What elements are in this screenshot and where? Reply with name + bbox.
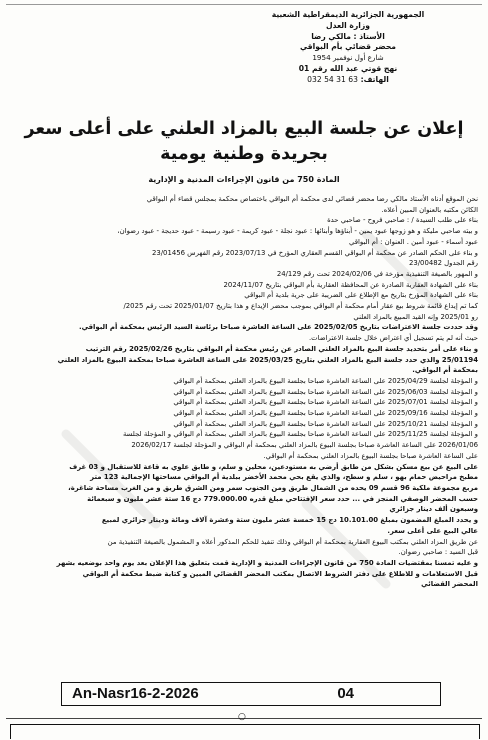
header-street: شارع أول نوفمبر 1954 <box>312 53 384 63</box>
header-phone <box>228 75 468 86</box>
body-line: و بناء على أمر بتحديد جلسة البيع بالمزاد العلني الصادر عن رئيس محكمة أم البواقي بتاريخ 2025/02/26 رقم الترتيب <box>85 344 478 353</box>
signature-label: المحضر القضائي <box>421 580 478 589</box>
body-line: و المؤجلة لجلسة 2025/11/25 على الساعة العاشرة صباحا بجلسة البيوع بالمزاد العلني بمحكمة أم البواقي و المؤجلة لجلسة <box>122 430 478 439</box>
title-line-1: إعلان عن جلسة البيع بالمزاد العلني على أعلى سعر <box>24 119 464 139</box>
body-line: و المؤجلة لجلسة 2025/09/16 على الساعة العاشرة صباحا بجلسة البيوع بالمزاد العلني بمحكمة أم البواقي <box>173 409 478 418</box>
body-line: رو 2025/01 وإنه القيد المبيع بالمزاد العلني <box>353 312 478 321</box>
body-line: كما تم إيداع قائمة شروط بيع عقار أمام محكمة أم البواقي بموجب محضر الإيداع و هذا بتاريخ 2025/01/07 تحت رقم 2025/ <box>123 302 478 311</box>
announcement-body <box>12 194 478 590</box>
body-line: قبل السيد : صاحبي رضوان. <box>398 548 478 557</box>
body-line: على البيع عن بيع مسكن بشكل من طابق أرضي به مستودعين، محلين و سلم، و طابق علوي به قاعة للاستقبال و 03 غرف <box>69 462 478 471</box>
header-ministry: وزارة العدل <box>326 20 370 30</box>
body-line: رقم الجدول 23/00482 <box>408 259 478 268</box>
body-line: بمحكمة أم البواقي. <box>412 366 478 375</box>
body-line: وسبعون ألف دينار جزائري <box>389 505 478 514</box>
body-line: و بناء على الحكم الصادر عن محكمة أم البواقي القسم العقاري المؤرخ في 2023/07/13 رقم الفهرس 23/01456 <box>151 248 478 257</box>
body-line: و المؤجلة لجلسة 2025/07/01 على الساعة العاشرة صباحا بجلسة البيوع بالمزاد العلني بمحكمة أم البواقي <box>173 398 478 407</box>
header-bailiff-name: الأستاذ : مالكي رضا <box>311 31 385 41</box>
header-phone-value: 032 54 31 63 <box>307 74 358 84</box>
body-line: مربع مجموعة ملكية 96 قسم 09 يحده من الشمال طريق ومن الجنوب سمر ومن الشرق طريق و من الغرب مساحة شاغرة، <box>68 483 478 492</box>
page-number: 04 <box>337 685 354 702</box>
announcement-title <box>6 117 482 167</box>
body-line: مطبخ مراحيض حمام بهو ، سلم و سطح، والذي يقع بحي محمد الأخضر ببلدية أم البواقي مساحتها الإجمالية 123 متر <box>90 473 478 482</box>
newspaper-page <box>6 4 482 736</box>
body-line: نحن الموقع أدناه الأستاذ مالكي رضا محضر قضائي لدى محكمة أم البواقي باختصاص محكمة بمجلس قضاء أم البواقي <box>146 195 478 203</box>
body-line: بناء على الشهادة المؤرخ بتاريخ مع الإطلاع على الضريبة على جرية بلدية أم البواقي <box>244 291 478 300</box>
body-line: على الساعة العاشرة صباحا بجلسة البيوع بالمزاد العلني بمحكمة أم البواقي. <box>263 451 478 460</box>
body-line: و بيته صاحبي مليكة و هو زوجها عبود يمين - أبناؤها وأبنائها : عبود نجلة - عبود كريمة - عبود رسيمة - عبود حديجة - عبود رضوان، <box>117 227 478 236</box>
body-line: عن طريق المزاد العلني بمكتب البيوع العقارية بمحكمة أم البواقي وذلك تنفيذ للحكم المذكور أعلاه و المشمول بالصيغة التنفيذية من <box>107 537 478 546</box>
body-line: 25/01194 والذي حدد جلسة البيع بالمزاد العلني بتاريخ 2025/03/25 على الساعة العاشرة صباحا بمحكمة البيوع بالمزاد العلني <box>57 355 478 364</box>
bailiff-header <box>228 10 468 86</box>
newspaper-footer-box <box>61 682 441 706</box>
header-bailiff-title: محضر قضائي بأم البواقي <box>300 42 396 52</box>
body-line: و المؤجلة لجلسة 2025/06/03 على الساعة العاشرة صباحا بجلسة البيوع بالمزاد العلني بمحكمة أم البواقي <box>173 387 478 396</box>
body-line: عالي البيع على أعلى سعر. <box>387 526 478 535</box>
body-line: بناء على الشهادة العقارية الصادرة عن المحافظة العقارية بأم البواقي بتاريخ 2024/11/07 <box>223 280 478 289</box>
next-announcement-box-edge <box>10 724 480 739</box>
body-line: و المؤجلة لجلسة 2025/10/21 على الساعة العاشرة صباحا بجلسة البيوع بالمزاد العلني بمحكمة أم البواقي <box>173 419 478 428</box>
newspaper-date: An-Nasr16-2-2026 <box>72 685 199 702</box>
title-line-2: بجريدة وطنية يومية <box>160 144 328 164</box>
legal-article-subtitle: المادة 750 من قانون الإجراءات المدنية و الإدارية <box>148 175 340 184</box>
body-line: قبل الاستعلامات و للاطلاع على دفتر الشروط الاتصال بمكتب المحضر القضائي المبين و كتابة ضبط محكمة أم البواقي <box>82 569 478 578</box>
body-line: و المؤجلة لجلسة 2025/04/29 على الساعة العاشرة صباحا بجلسة البيوع بالمزاد العلني بمحكمة أم البواقي <box>173 376 478 385</box>
header-republic: الجمهورية الجزائرية الديمقراطية الشعبية <box>271 10 425 19</box>
body-line: عبود أسماء - عبود أمين . العنوان : أم البواقي <box>348 237 478 246</box>
body-line: و يحدد المبلغ المضمون بمبلغ 10.101.00 دج 15 خمسة عشر مليون ستة وعشرة آلاف ومائة ودينار جزائري لمبيع <box>101 516 478 525</box>
body-line: و المهور بالصيغة التنفيذية مؤرخة في 2024/02/06 تحت رقم 24/129 <box>276 269 478 278</box>
header-road: نهج قوتي عبد الله رقم 01 <box>298 63 398 73</box>
body-line: حيث أنه لم يتم تسجيل أي اعتراض خلال جلسة الاعتراضات. <box>308 334 478 343</box>
body-line: 2026/01/06 على الساعة العاشرة صباحا بجلسة البيوع بالمزاد العلني بمحكمة أم البواقي و المؤجلة لجلسة 2026/02/17 <box>131 441 478 450</box>
body-line: الكائن مكتبه بالعنوان المبين أعلاه. <box>381 205 478 214</box>
header-phone-label: الهاتف: <box>360 74 389 84</box>
body-line: حسب المحضر الوصفي المنجز في ... حدد سعر الإفتتاحي مبلغ قدره 779.000.00 دج 16 ستة عشر مليون و سبعمائة <box>87 494 478 503</box>
body-line: بناء على طلب السيدة / : صاحبي فروح - صاحبي حدة <box>327 216 478 225</box>
cut-mark-icon: ○ <box>238 712 246 722</box>
body-line: و عليه تمسنا بمقتضيات المادة 750 من قانون الإجراءات المدنية و الإدارية قمت بتعليق هذا الإعلان بعد يوم واحد بوضعيه بشهر <box>56 558 478 567</box>
body-line: وقد حددت جلسة الاعتراضات بتاريخ 2025/02/05 على الساعة العاشرة صباحا برئاسة السيد الرئيس بمحكمة أم البواقي. <box>78 323 478 332</box>
